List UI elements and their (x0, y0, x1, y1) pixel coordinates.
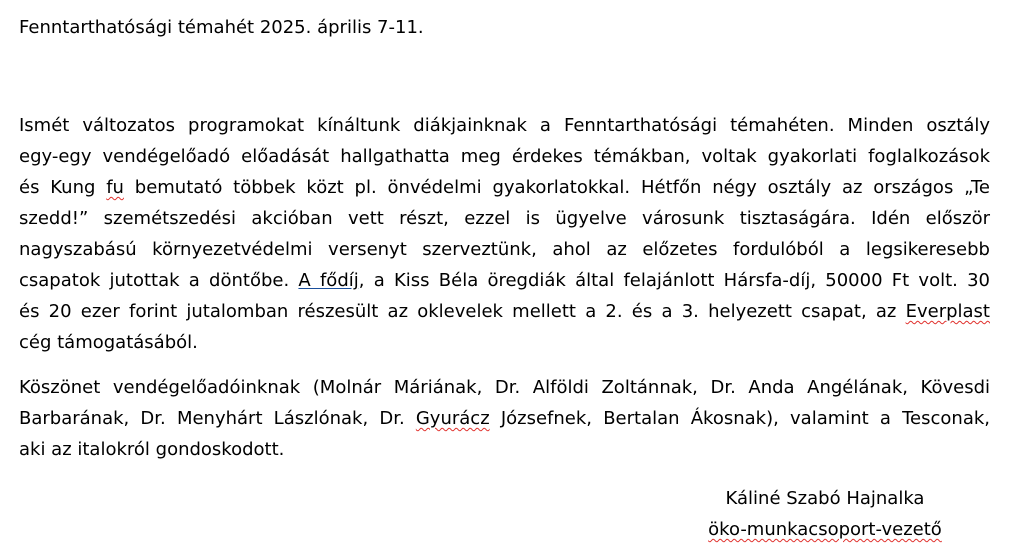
text-run: csapatok jutottak a döntőbe. (19, 270, 299, 291)
text-run: és 20 ezer forint jutalomban részesült az oklevelek mellett a 2. és a 3. helyezett csapat, az (19, 301, 906, 322)
text-run: Józsefnek, Bertalan Ákosnak), valamint a Tesconak, (489, 408, 990, 429)
paragraph-program-summary (19, 115, 990, 363)
paragraph-acknowledgements (19, 377, 990, 470)
spellcheck-word[interactable]: öko-munkacsoport-vezető (708, 519, 942, 540)
spellcheck-word[interactable]: Gyurácz (415, 408, 490, 429)
text-line: aki az italokról gondoskodott. (19, 439, 285, 460)
spellcheck-word[interactable]: Everplast (905, 301, 990, 322)
text-run: és Kung (19, 177, 107, 198)
text-line: szedd!” szemétszedési akcióban vett részt, ezzel is ügyelve városunk tisztaságára. Idén először (19, 208, 990, 229)
text-run: bemutató többek közt pl. önvédelmi gyakorlatokkal. Hétfőn négy osztály az országos „Te (123, 177, 990, 198)
text-line: egy-egy vendégelőadó előadását hallgathatta meg érdekes témákban, voltak gyakorlati foglalkozások (19, 146, 990, 167)
signature-name: Káliné Szabó Hajnalka (725, 488, 925, 509)
text-line: Ismét változatos programokat kínáltunk diákjainknak a Fenntarthatósági témahéten. Minden osztály (19, 115, 990, 136)
text-line (19, 270, 990, 301)
text-line (19, 177, 990, 208)
spellcheck-word[interactable]: fu (106, 177, 124, 198)
text-run: , a Kiss Béla öregdiák által felajánlott Hársfa-díj, 50000 Ft volt. 30 (358, 270, 991, 291)
text-run: Barbarának, Dr. Menyhárt Lászlónak, Dr. (19, 408, 416, 429)
grammar-flagged-phrase[interactable]: A fődíj (298, 270, 359, 291)
text-line: Köszönet vendégelőadóinknak (Molnár Máriának, Dr. Alföldi Zoltánnak, Dr. Anda Angélának, Kövesdi (19, 377, 990, 398)
text-line (19, 301, 990, 332)
document-title: Fenntarthatósági témahét 2025. április 7-11. (19, 17, 424, 38)
signature-block (690, 488, 960, 550)
signature-role (690, 519, 960, 550)
text-line: nagyszabású környezetvédelmi versenyt szerveztünk, ahol az előzetes fordulóból a legsikeresebb (19, 239, 990, 260)
text-line (19, 408, 990, 439)
text-line: cég támogatásából. (19, 332, 198, 353)
